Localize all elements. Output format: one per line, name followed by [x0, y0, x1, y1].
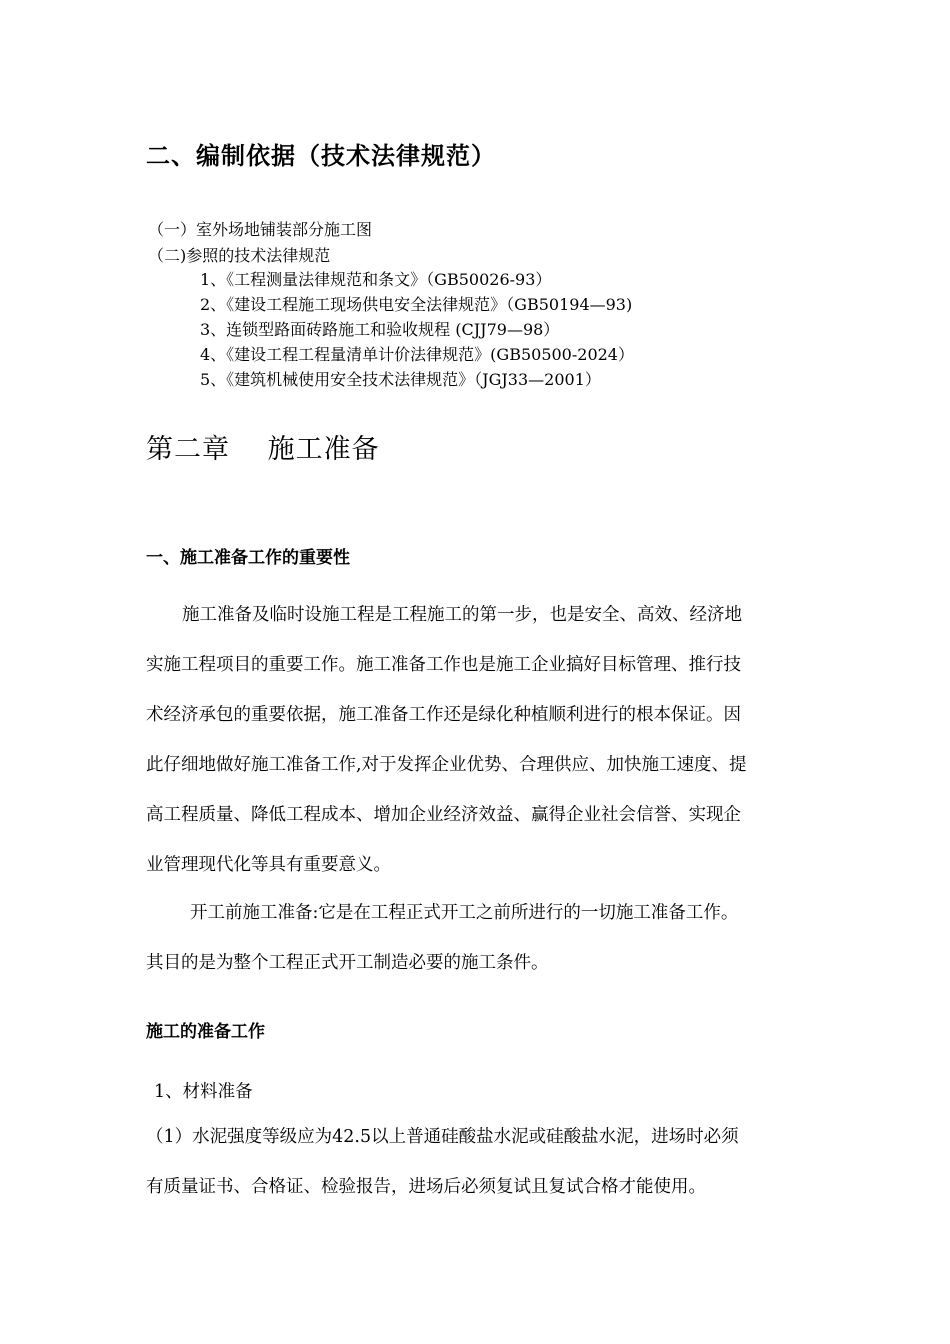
paragraph-line: 施工准备及临时设施工程是工程施工的第一步，也是安全、高效、经济地 [182, 605, 742, 625]
reference-item: 3、连锁型路面砖路施工和验收规程 (CJJ79—98） [200, 320, 560, 339]
paragraph-line: 有质量证书、合格证、检验报告，进场后必须复试且复试合格才能使用。 [146, 1177, 706, 1197]
chapter-heading: 第二章 施工准备 [146, 434, 380, 465]
paragraph-line: 此仔细地做好施工准备工作,对于发挥企业优势、合理供应、加快施工速度、提 [146, 755, 747, 775]
reference-item: 1、《工程测量法律规范和条文》（GB50026-93） [200, 270, 552, 289]
paragraph-line: 术经济承包的重要依据，施工准备工作还是绿化种植顺利进行的根本保证。因 [146, 705, 741, 725]
prep-work-heading: 施工的准备工作 [146, 1022, 265, 1042]
reference-item: 4、《建设工程工程量清单计价法律规范》(GB50500-2024） [200, 345, 634, 364]
subsection-heading: 一、施工准备工作的重要性 [146, 548, 350, 568]
paragraph-line: 其目的是为整个工程正式开工制造必要的施工条件。 [146, 953, 549, 973]
paragraph-line: 实施工程项目的重要工作。施工准备工作也是施工企业搞好目标管理、推行技 [146, 655, 741, 675]
sub-item-construction-drawings: （一）室外场地铺装部分施工图 [148, 220, 373, 239]
section-heading: 二、编制依据（技术法律规范） [146, 142, 496, 170]
reference-item: 2、《建设工程施工现场供电安全法律规范》（GB50194—93) [200, 295, 633, 314]
paragraph-line: （1）水泥强度等级应为42.5以上普通硅酸盐水泥或硅酸盐水泥，进场时必须 [146, 1127, 739, 1147]
sub-item-technical-standards: （二)参照的技术法律规范 [148, 246, 331, 265]
reference-item: 5、《建筑机械使用安全技术法律规范》（JGJ33—2001） [200, 370, 601, 389]
paragraph-pre-start [146, 888, 808, 988]
material-heading: 1、材料准备 [154, 1082, 253, 1102]
paragraph-cement [146, 1112, 808, 1212]
paragraph-importance [146, 590, 808, 890]
paragraph-line: 高工程质量、降低工程成本、增加企业经济效益、赢得企业社会信誉、实现企 [146, 805, 741, 825]
paragraph-line: 业管理现代化等具有重要意义。 [146, 855, 391, 875]
paragraph-line: 开工前施工准备:它是在工程正式开工之前所进行的一切施工准备工作。 [190, 903, 739, 923]
